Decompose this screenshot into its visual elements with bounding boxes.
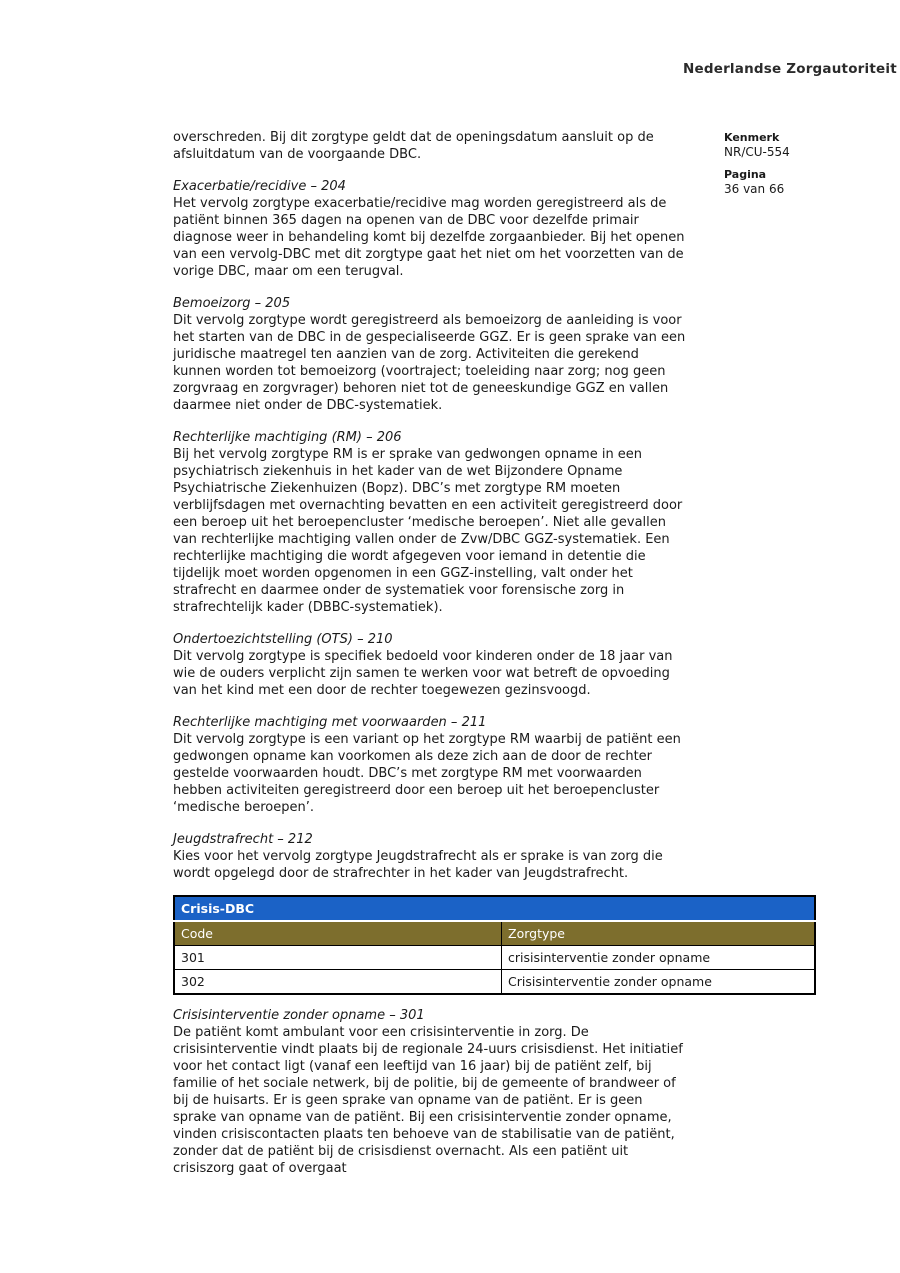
section-heading: Bemoeizorg – 205 [173,296,291,311]
section-exacerbatie-204 [173,178,687,280]
document-meta [724,131,874,205]
section-crisisinterventie-301 [173,1007,687,1177]
section-rm-met-voorwaarden-211 [173,714,687,816]
section-heading: Rechterlijke machtiging (RM) – 206 [173,430,402,445]
section-body: Kies voor het vervolg zorgtype Jeugdstrafrecht als er sprake is van zorg die wordt opgelegd door de strafrechter in het kader van Jeugdstrafrecht. [173,849,663,881]
document-body [173,129,712,1177]
cell-zorgtype-302: Crisisinterventie zonder opname [502,970,816,995]
cell-zorgtype-301: crisisinterventie zonder opname [502,946,816,970]
section-heading: Ondertoezichtstelling (OTS) – 210 [173,632,393,647]
section-heading: Exacerbatie/recidive – 204 [173,179,346,194]
table-row [174,946,815,970]
section-jeugdstrafrecht-212 [173,831,687,882]
section-rechterlijke-machtiging-206 [173,429,687,616]
section-body: Dit vervolg zorgtype is een variant op het zorgtype RM waarbij de patiënt een gedwongen opname kan voorkomen als deze zich aan de door de rechter gestelde voorwaarden houdt. DBC’s met zorgtype RM met voorwaarden hebben activiteiten geregistreerd door een beroep uit het beroepencluster ‘medische beroepen’. [173,732,681,815]
kenmerk-value: NR/CU-554 [724,145,790,159]
pagina-value: 36 van 66 [724,182,785,196]
section-heading: Rechterlijke machtiging met voorwaarden – 211 [173,715,487,730]
section-heading: Jeugdstrafrecht – 212 [173,832,313,847]
pagina-label: Pagina [724,168,767,181]
section-body: Bij het vervolg zorgtype RM is er sprake van gedwongen opname in een psychiatrisch ziekenhuis in het kader van de wet Bijzondere Opname Psychiatrische Ziekenhuizen (Bopz). DBC’s met zorgtype RM moeten verblijfsdagen met overnachting bevatten en een activiteit geregistreerd door een beroep uit het beroepencluster ‘medische beroepen’. Niet alle gevallen van rechterlijke machtiging vallen onder de Zvw/DBC GGZ-systematiek. Een rechterlijke machtiging die wordt afgegeven voor iemand in detentie die tijdelijk moet worden opgenomen in een GGZ-instelling, valt onder het strafrecht en daarmee onder de systematiek voor forensische zorg in strafrechtelijk kader (DBBC-systematiek). [173,447,683,615]
section-body: De patiënt komt ambulant voor een crisisinterventie in zorg. De crisisinterventie vindt plaats bij de regionale 24-uurs crisisdienst. Het initiatief voor het contact ligt (vanaf een leeftijd van 16 jaar) bij de patiënt zelf, bij familie of het sociale netwerk, bij de politie, bij de gemeente of brandweer of bij de huisarts. Er is geen sprake van opname van de patiënt. Er is geen sprake van opname van de patiënt. Bij een crisisinterventie zonder opname, vinden crisiscontacten plaats ten behoeve van de stabilisatie van de patiënt, zonder dat de patiënt bij de crisisdienst overnacht. Als een patiënt uit crisiszorg gaat of overgaat [173,1025,683,1176]
section-heading: Crisisinterventie zonder opname – 301 [173,1008,425,1023]
section-body: Dit vervolg zorgtype is specifiek bedoeld voor kinderen onder de 18 jaar van wie de ouders verplicht zijn samen te werken voor wat betreft de opvoeding van het kind met een door de rechter toegewezen gezinsvoogd. [173,649,673,698]
column-header-code: Code [174,921,502,946]
table-title-row [174,896,815,921]
section-ondertoezichtstelling-210 [173,631,687,699]
table-row [174,970,815,995]
intro-paragraph: overschreden. Bij dit zorgtype geldt dat de openingsdatum aansluit op de afsluitdatum van de voorgaande DBC. [173,130,654,162]
crisis-dbc-table [173,895,816,995]
cell-code-301: 301 [174,946,502,970]
section-bemoeizorg-205 [173,295,687,414]
section-body: Het vervolg zorgtype exacerbatie/recidive mag worden geregistreerd als de patiënt binnen 365 dagen na openen van de DBC voor dezelfde primair diagnose weer in behandeling komt bij dezelfde zorgaanbieder. Bij het openen van een vervolg-DBC met dit zorgtype gaat het niet om het voorzetten van de vorige DBC, maar om een terugval. [173,196,685,279]
nza-logo: Nederlandse Zorgautoriteit [683,61,897,77]
table-title: Crisis-DBC [174,896,815,921]
section-body: Dit vervolg zorgtype wordt geregistreerd als bemoeizorg de aanleiding is voor het starten van de DBC in de gespecialiseerde GGZ. Er is geen sprake van een juridische maatregel ten aanzien van de zorg. Activiteiten die gerekend kunnen worden tot bemoeizorg (voortraject; toeleiding naar zorg; nog geen zorgvraag en zorgvrager) behoren niet tot de geneeskundige GGZ en vallen daarmee niet onder de DBC-systematiek. [173,313,686,413]
table-header-row [174,921,815,946]
kenmerk-label: Kenmerk [724,131,780,144]
column-header-zorgtype: Zorgtype [502,921,816,946]
cell-code-302: 302 [174,970,502,995]
